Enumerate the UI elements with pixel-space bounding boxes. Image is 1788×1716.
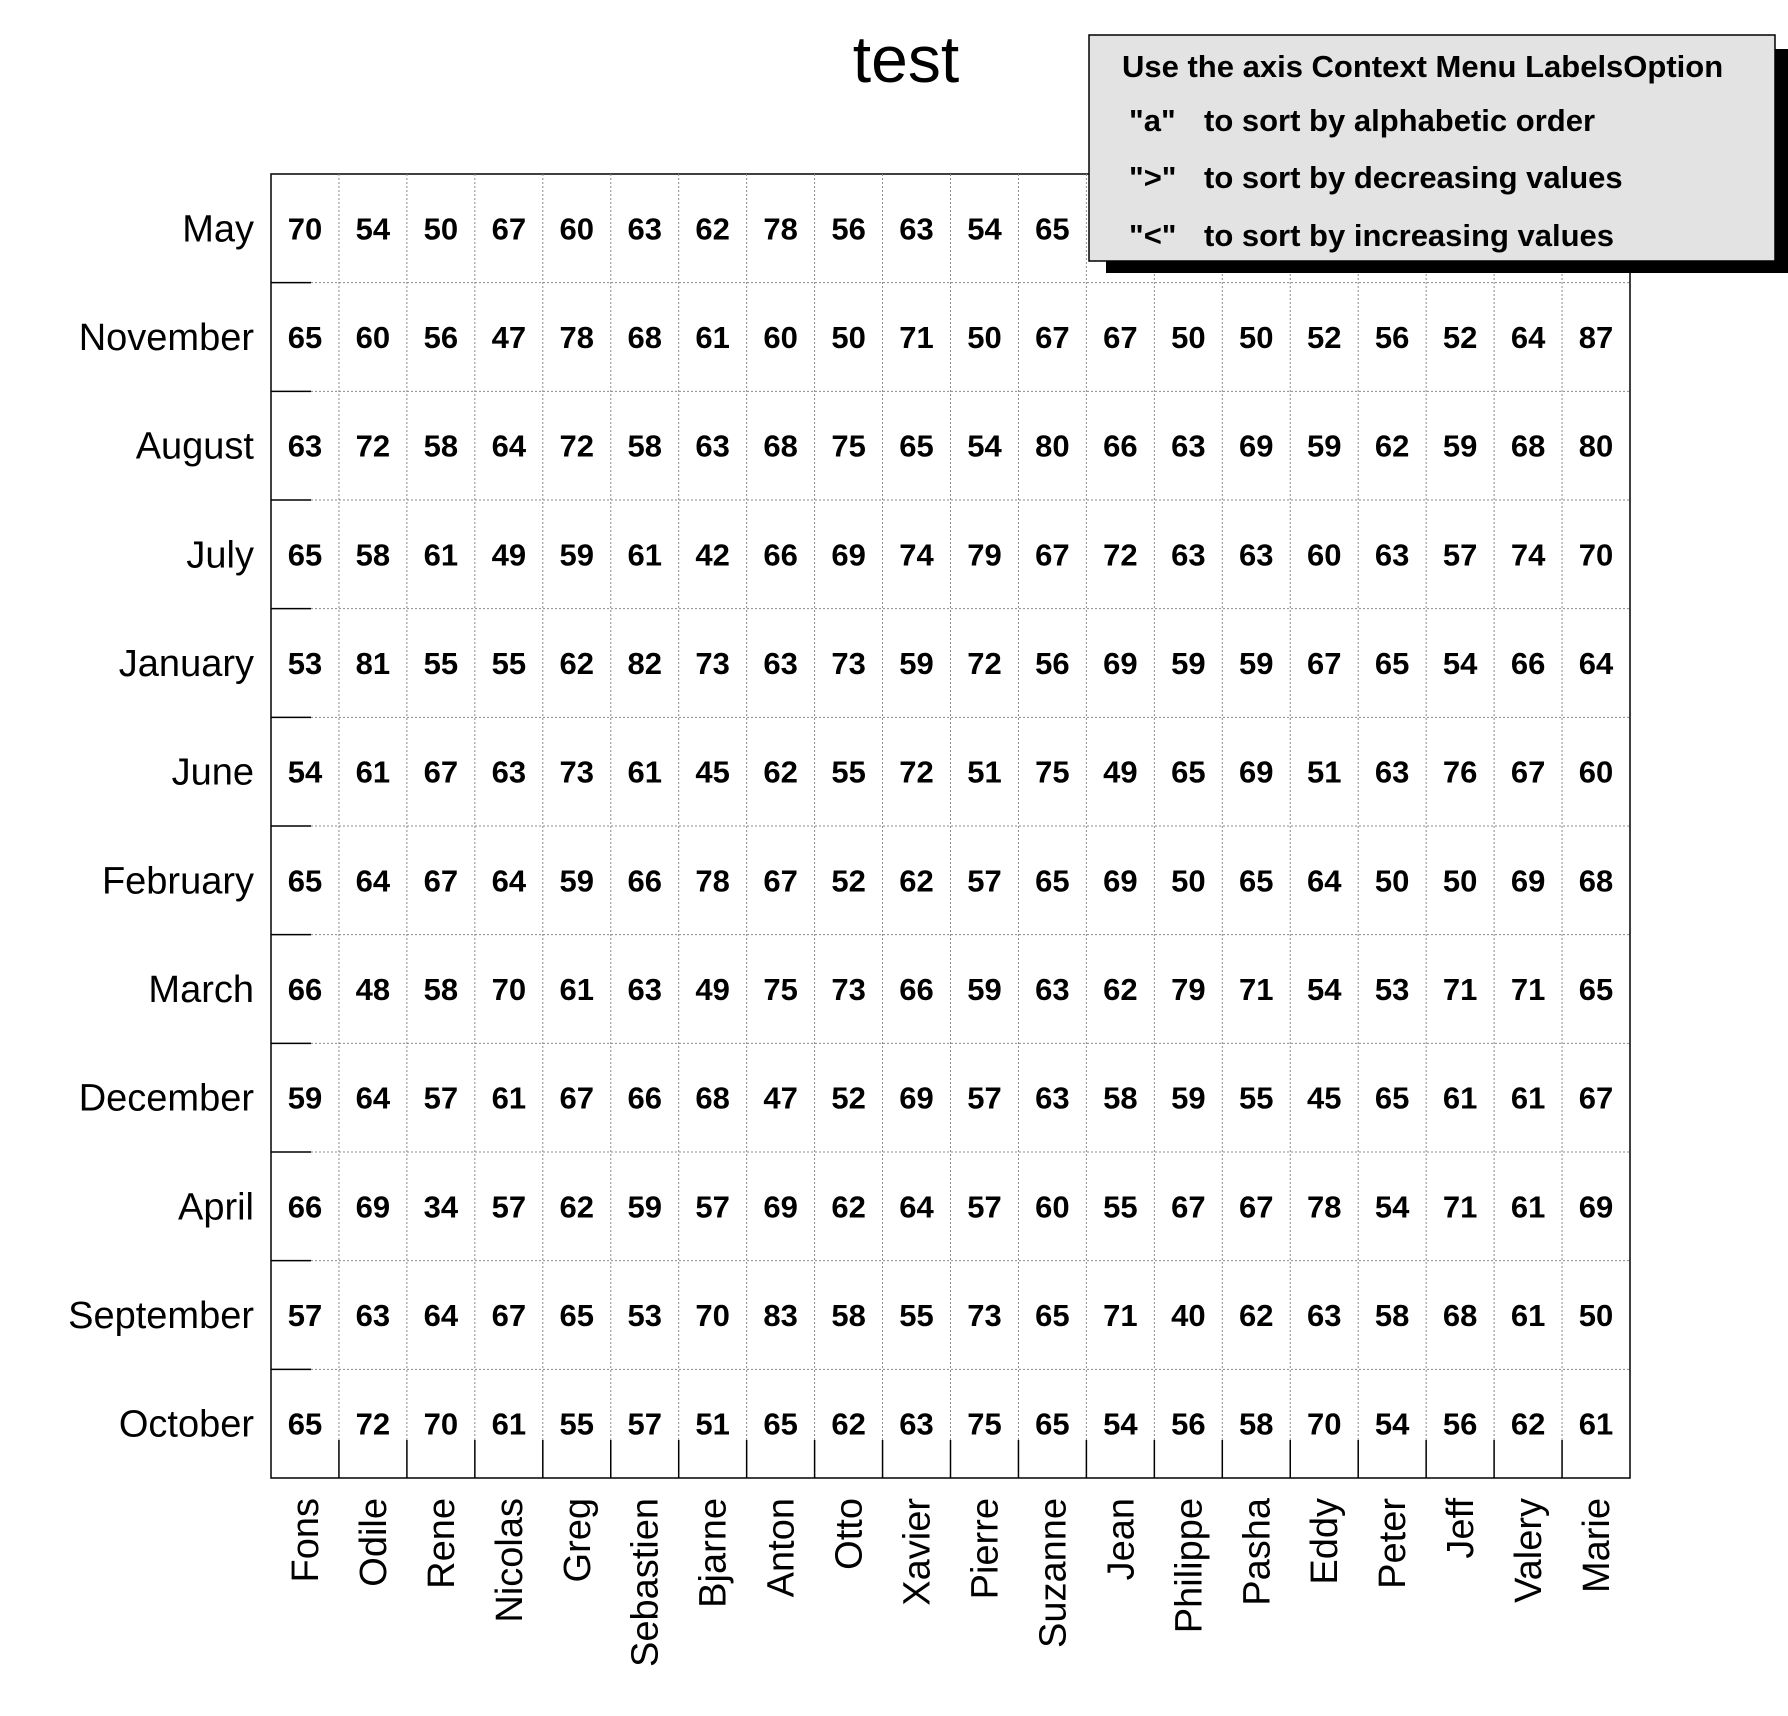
column-label[interactable]: Odile: [352, 1498, 395, 1587]
cell-value: 58: [831, 1298, 866, 1333]
cell-value: 56: [1035, 646, 1070, 681]
cell-value: 55: [831, 754, 866, 790]
cell-value: 66: [627, 863, 662, 899]
cell-value: 66: [899, 972, 934, 1007]
cell-value: 57: [695, 1189, 730, 1225]
cell-value: 57: [967, 1189, 1002, 1225]
cell-value: 67: [1510, 754, 1546, 790]
cell-value: 54: [1306, 972, 1342, 1007]
cell-value: 56: [1374, 320, 1410, 355]
cell-value: 61: [491, 1080, 527, 1116]
cell-value: 67: [423, 863, 459, 899]
cell-value: 65: [1035, 1298, 1070, 1333]
cell-value: 78: [695, 863, 730, 899]
cell-value: 54: [967, 428, 1002, 464]
row-label[interactable]: May: [182, 208, 254, 251]
cell-value: 64: [491, 863, 527, 899]
cell-value: 50: [1171, 320, 1206, 355]
cell-value: 67: [763, 863, 798, 899]
cell-value: 72: [559, 428, 595, 464]
cell-value: 63: [1035, 972, 1070, 1007]
cell-value: 62: [695, 211, 730, 247]
chart-title: test: [852, 22, 960, 96]
info-text-increasing: to sort by increasing values: [1204, 218, 1615, 253]
cell-value: 58: [627, 428, 662, 464]
cell-value: 67: [1239, 1189, 1274, 1225]
cell-value: 57: [627, 1406, 662, 1442]
cell-value: 58: [1103, 1080, 1138, 1116]
cell-value: 75: [763, 972, 798, 1007]
cell-value: 57: [423, 1080, 459, 1116]
cell-value: 65: [899, 428, 934, 464]
row-label[interactable]: June: [171, 751, 254, 794]
cell-value: 67: [1306, 646, 1342, 681]
cell-value: 49: [491, 537, 527, 573]
cell-value: 69: [1510, 863, 1546, 899]
cell-value: 67: [491, 211, 527, 247]
cell-value: 59: [1171, 1080, 1206, 1116]
cell-value: 64: [355, 1080, 391, 1116]
cell-value: 70: [491, 972, 527, 1007]
cell-value: 78: [559, 320, 595, 355]
cell-value: 61: [559, 972, 595, 1007]
cell-value: 51: [1306, 754, 1342, 790]
cell-value: 73: [967, 1298, 1002, 1333]
column-label[interactable]: Philippe: [1168, 1498, 1211, 1634]
cell-value: 61: [1510, 1189, 1546, 1225]
cell-value: 68: [627, 320, 662, 355]
cell-value: 63: [899, 1406, 934, 1442]
info-key-decreasing: ">": [1129, 160, 1177, 195]
cell-value: 63: [1239, 537, 1274, 573]
cell-value: 69: [355, 1189, 391, 1225]
cell-value: 65: [763, 1406, 798, 1442]
column-label[interactable]: Pasha: [1236, 1498, 1279, 1606]
column-label[interactable]: Eddy: [1304, 1498, 1347, 1585]
cell-value: 53: [287, 646, 323, 681]
cell-value: 61: [1442, 1080, 1478, 1116]
cell-value: 70: [287, 211, 323, 247]
cell-value: 50: [967, 320, 1002, 355]
column-label[interactable]: Marie: [1576, 1498, 1619, 1594]
cell-value: 75: [831, 428, 866, 464]
cell-value: 69: [1239, 754, 1274, 790]
column-label[interactable]: Nicolas: [488, 1498, 531, 1623]
cell-value: 50: [1374, 863, 1410, 899]
cell-value: 60: [1035, 1189, 1070, 1225]
cell-value: 81: [355, 646, 391, 681]
cell-value: 59: [287, 1080, 323, 1116]
cell-value: 61: [627, 537, 662, 573]
cell-value: 82: [627, 646, 662, 681]
cell-value: 63: [1374, 537, 1410, 573]
cell-value: 65: [287, 863, 323, 899]
cell-value: 67: [1171, 1189, 1206, 1225]
column-label[interactable]: Fons: [284, 1498, 327, 1583]
row-label[interactable]: August: [135, 425, 254, 468]
cell-value: 70: [695, 1298, 730, 1333]
cell-value: 59: [627, 1189, 662, 1225]
cell-value: 59: [1442, 428, 1478, 464]
cell-value: 59: [1306, 428, 1342, 464]
cell-value: 76: [1442, 754, 1478, 790]
row-label[interactable]: July: [186, 534, 254, 577]
cell-value: 63: [899, 211, 934, 247]
cell-value: 58: [423, 428, 459, 464]
cell-value: 71: [1239, 972, 1274, 1007]
cell-value: 65: [1239, 863, 1274, 899]
cell-value: 61: [1510, 1298, 1546, 1333]
cell-value: 54: [1374, 1406, 1410, 1442]
cell-value: 54: [1374, 1189, 1410, 1225]
cell-value: 69: [763, 1189, 798, 1225]
cell-value: 63: [627, 211, 662, 247]
cell-value: 57: [287, 1298, 323, 1333]
cell-value: 40: [1171, 1298, 1206, 1333]
cell-value: 61: [355, 754, 391, 790]
cell-value: 69: [1578, 1189, 1614, 1225]
cell-value: 57: [1442, 537, 1478, 573]
cell-value: 69: [1103, 646, 1138, 681]
cell-value: 65: [1374, 646, 1410, 681]
cell-value: 63: [1171, 428, 1206, 464]
column-label[interactable]: Pierre: [964, 1498, 1007, 1600]
cell-value: 54: [1103, 1406, 1138, 1442]
cell-value: 54: [967, 211, 1002, 247]
cell-value: 47: [491, 320, 527, 355]
column-label[interactable]: Peter: [1372, 1498, 1415, 1589]
cell-value: 65: [287, 320, 323, 355]
row-label[interactable]: October: [118, 1403, 254, 1446]
cell-value: 58: [355, 537, 391, 573]
cell-value: 55: [1103, 1189, 1138, 1225]
cell-value: 51: [695, 1406, 730, 1442]
cell-value: 56: [1171, 1406, 1206, 1442]
cell-value: 67: [559, 1080, 595, 1116]
cell-value: 63: [695, 428, 730, 464]
info-text-alphabetic: to sort by alphabetic order: [1204, 103, 1596, 138]
cell-value: 64: [491, 428, 527, 464]
cell-value: 70: [423, 1406, 459, 1442]
cell-value: 61: [423, 537, 459, 573]
cell-value: 65: [1035, 863, 1070, 899]
cell-value: 52: [831, 863, 866, 899]
cell-value: 57: [967, 863, 1002, 899]
cell-value: 75: [1035, 754, 1070, 790]
cell-value: 71: [1510, 972, 1546, 1007]
cell-value: 52: [1442, 320, 1478, 355]
cell-value: 63: [763, 646, 798, 681]
cell-value: 45: [1306, 1080, 1342, 1116]
column-label[interactable]: Valery: [1508, 1498, 1551, 1603]
row-label[interactable]: November: [78, 317, 254, 359]
cell-value: 49: [1103, 754, 1138, 790]
cell-value: 72: [899, 754, 934, 790]
cell-value: 71: [1442, 1189, 1478, 1225]
column-label[interactable]: Rene: [420, 1498, 463, 1589]
cell-value: 72: [967, 646, 1002, 681]
cell-value: 79: [1171, 972, 1206, 1007]
cell-value: 68: [1578, 863, 1614, 899]
cell-value: 64: [423, 1298, 459, 1333]
cell-value: 67: [1578, 1080, 1614, 1116]
cell-value: 63: [287, 428, 323, 464]
row-label[interactable]: February: [101, 860, 254, 903]
cell-value: 61: [1510, 1080, 1546, 1116]
cell-value: 50: [423, 211, 459, 247]
cell-value: 69: [1103, 863, 1138, 899]
cell-value: 78: [1306, 1189, 1342, 1225]
cell-value: 55: [899, 1298, 934, 1333]
cell-value: 62: [1103, 972, 1138, 1007]
cell-value: 72: [1103, 537, 1138, 573]
cell-value: 72: [355, 1406, 391, 1442]
cell-value: 67: [1035, 320, 1070, 355]
cell-value: 68: [1442, 1298, 1478, 1333]
column-label[interactable]: Anton: [760, 1498, 803, 1598]
cell-value: 65: [287, 1406, 323, 1442]
cell-value: 62: [831, 1189, 866, 1225]
cell-value: 71: [1442, 972, 1478, 1007]
cell-value: 50: [1578, 1298, 1614, 1333]
cell-value: 64: [899, 1189, 934, 1225]
cell-value: 65: [1035, 1406, 1070, 1442]
cell-value: 51: [967, 754, 1002, 790]
cell-value: 74: [899, 537, 934, 573]
row-label[interactable]: March: [148, 969, 254, 1011]
cell-value: 83: [763, 1298, 798, 1333]
cell-value: 64: [355, 863, 391, 899]
cell-value: 58: [423, 972, 459, 1007]
cell-value: 55: [559, 1406, 595, 1442]
cell-value: 61: [491, 1406, 527, 1442]
cell-value: 53: [627, 1298, 662, 1333]
cell-value: 59: [1171, 646, 1206, 681]
cell-value: 59: [967, 972, 1002, 1007]
cell-value: 65: [287, 537, 323, 573]
cell-value: 61: [627, 754, 662, 790]
cell-value: 74: [1510, 537, 1546, 573]
cell-value: 68: [763, 428, 798, 464]
cell-value: 59: [559, 537, 595, 573]
column-label[interactable]: Jean: [1100, 1498, 1143, 1581]
cell-value: 73: [831, 972, 866, 1007]
info-key-alphabetic: "a": [1129, 103, 1176, 138]
cell-value: 45: [695, 754, 730, 790]
cell-value: 66: [287, 972, 323, 1007]
cell-value: 63: [1035, 1080, 1070, 1116]
cell-value: 78: [763, 211, 798, 247]
cell-value: 42: [695, 537, 730, 573]
cell-value: 55: [423, 646, 459, 681]
cell-value: 49: [695, 972, 730, 1007]
cell-value: 63: [627, 972, 662, 1007]
cell-value: 65: [1374, 1080, 1410, 1116]
cell-value: 65: [559, 1298, 595, 1333]
cell-value: 80: [1578, 428, 1614, 464]
cell-value: 62: [559, 1189, 595, 1225]
cell-value: 64: [1578, 646, 1614, 681]
cell-value: 79: [967, 537, 1002, 573]
cell-value: 87: [1578, 320, 1614, 355]
cell-value: 66: [1103, 428, 1138, 464]
cell-value: 65: [1171, 754, 1206, 790]
cell-value: 34: [423, 1189, 459, 1225]
cell-value: 66: [287, 1189, 323, 1225]
cell-value: 50: [1171, 863, 1206, 899]
cell-value: 48: [355, 972, 391, 1007]
cell-value: 73: [831, 646, 866, 681]
cell-value: 66: [1510, 646, 1546, 681]
cell-value: 73: [695, 646, 730, 681]
cell-value: 58: [1239, 1406, 1274, 1442]
cell-value: 59: [559, 863, 595, 899]
cell-value: 63: [355, 1298, 391, 1333]
cell-value: 58: [1374, 1298, 1410, 1333]
cell-value: 66: [627, 1080, 662, 1116]
cell-value: 69: [1239, 428, 1274, 464]
cell-value: 67: [423, 754, 459, 790]
cell-value: 57: [491, 1189, 527, 1225]
cell-value: 52: [1306, 320, 1342, 355]
cell-value: 54: [1442, 646, 1478, 681]
cell-value: 67: [1035, 537, 1070, 573]
cell-value: 69: [831, 537, 866, 573]
cell-value: 71: [1103, 1298, 1138, 1333]
cell-value: 70: [1306, 1406, 1342, 1442]
cell-value: 61: [695, 320, 730, 355]
cell-value: 50: [831, 320, 866, 355]
cell-value: 60: [559, 211, 595, 247]
cell-value: 65: [1578, 972, 1614, 1007]
cell-value: 60: [355, 320, 391, 355]
info-box-heading: Use the axis Context Menu LabelsOption: [1122, 49, 1724, 84]
cell-value: 68: [1510, 428, 1546, 464]
cell-value: 56: [831, 211, 866, 247]
column-label[interactable]: Bjarne: [692, 1498, 735, 1608]
cell-value: 67: [1103, 320, 1138, 355]
cell-value: 61: [1578, 1406, 1614, 1442]
cell-value: 55: [1239, 1080, 1274, 1116]
cell-value: 62: [1239, 1298, 1274, 1333]
cell-value: 62: [1510, 1406, 1546, 1442]
column-label[interactable]: Xavier: [896, 1498, 939, 1606]
cell-value: 59: [899, 646, 934, 681]
cell-value: 63: [1171, 537, 1206, 573]
cell-value: 69: [899, 1080, 934, 1116]
cell-value: 62: [559, 646, 595, 681]
cell-value: 63: [491, 754, 527, 790]
cell-value: 62: [831, 1406, 866, 1442]
cell-value: 60: [763, 320, 798, 355]
cell-value: 75: [967, 1406, 1002, 1442]
cell-value: 70: [1578, 537, 1614, 573]
cell-value: 56: [423, 320, 459, 355]
cell-value: 72: [355, 428, 391, 464]
cell-value: 59: [1239, 646, 1274, 681]
cell-value: 54: [287, 754, 323, 790]
column-axis-labels[interactable]: [285, 1497, 1618, 1667]
row-label[interactable]: September: [68, 1295, 254, 1337]
cell-value: 57: [967, 1080, 1002, 1116]
cell-value: 53: [1374, 972, 1410, 1007]
cell-value: 65: [1035, 211, 1070, 247]
cell-value: 54: [355, 211, 391, 247]
cell-value: 71: [899, 320, 934, 355]
info-box: [1089, 35, 1788, 273]
cell-value: 63: [1306, 1298, 1342, 1333]
cell-value: 62: [763, 754, 798, 790]
cell-value: 60: [1306, 537, 1342, 573]
cell-value: 68: [695, 1080, 730, 1116]
column-label[interactable]: Sebastien: [624, 1498, 667, 1668]
row-label[interactable]: December: [78, 1077, 254, 1120]
cell-value: 47: [763, 1080, 798, 1116]
row-label[interactable]: April: [177, 1186, 254, 1229]
cell-value: 66: [763, 537, 798, 573]
info-text-decreasing: to sort by decreasing values: [1204, 160, 1623, 195]
cell-value: 52: [831, 1080, 866, 1116]
cell-value: 62: [899, 863, 934, 899]
column-label[interactable]: Suzanne: [1032, 1498, 1075, 1649]
cell-value: 64: [1306, 863, 1342, 899]
column-label[interactable]: Otto: [828, 1498, 871, 1570]
cell-value: 63: [1374, 754, 1410, 790]
cell-value: 62: [1374, 428, 1410, 464]
cell-value: 67: [491, 1298, 527, 1333]
cell-value: 50: [1239, 320, 1274, 355]
row-axis-labels[interactable]: [68, 208, 254, 1445]
info-key-increasing: "<": [1129, 218, 1177, 253]
cell-value: 64: [1510, 320, 1546, 355]
cell-value: 50: [1442, 863, 1478, 899]
column-label[interactable]: Jeff: [1440, 1498, 1483, 1559]
cell-value: 55: [491, 646, 527, 681]
cell-value: 73: [559, 754, 595, 790]
column-label[interactable]: Greg: [556, 1498, 599, 1583]
row-label[interactable]: January: [118, 643, 254, 685]
cell-value: 80: [1035, 428, 1070, 464]
cell-value: 56: [1442, 1406, 1478, 1442]
cell-value: 60: [1578, 754, 1614, 790]
